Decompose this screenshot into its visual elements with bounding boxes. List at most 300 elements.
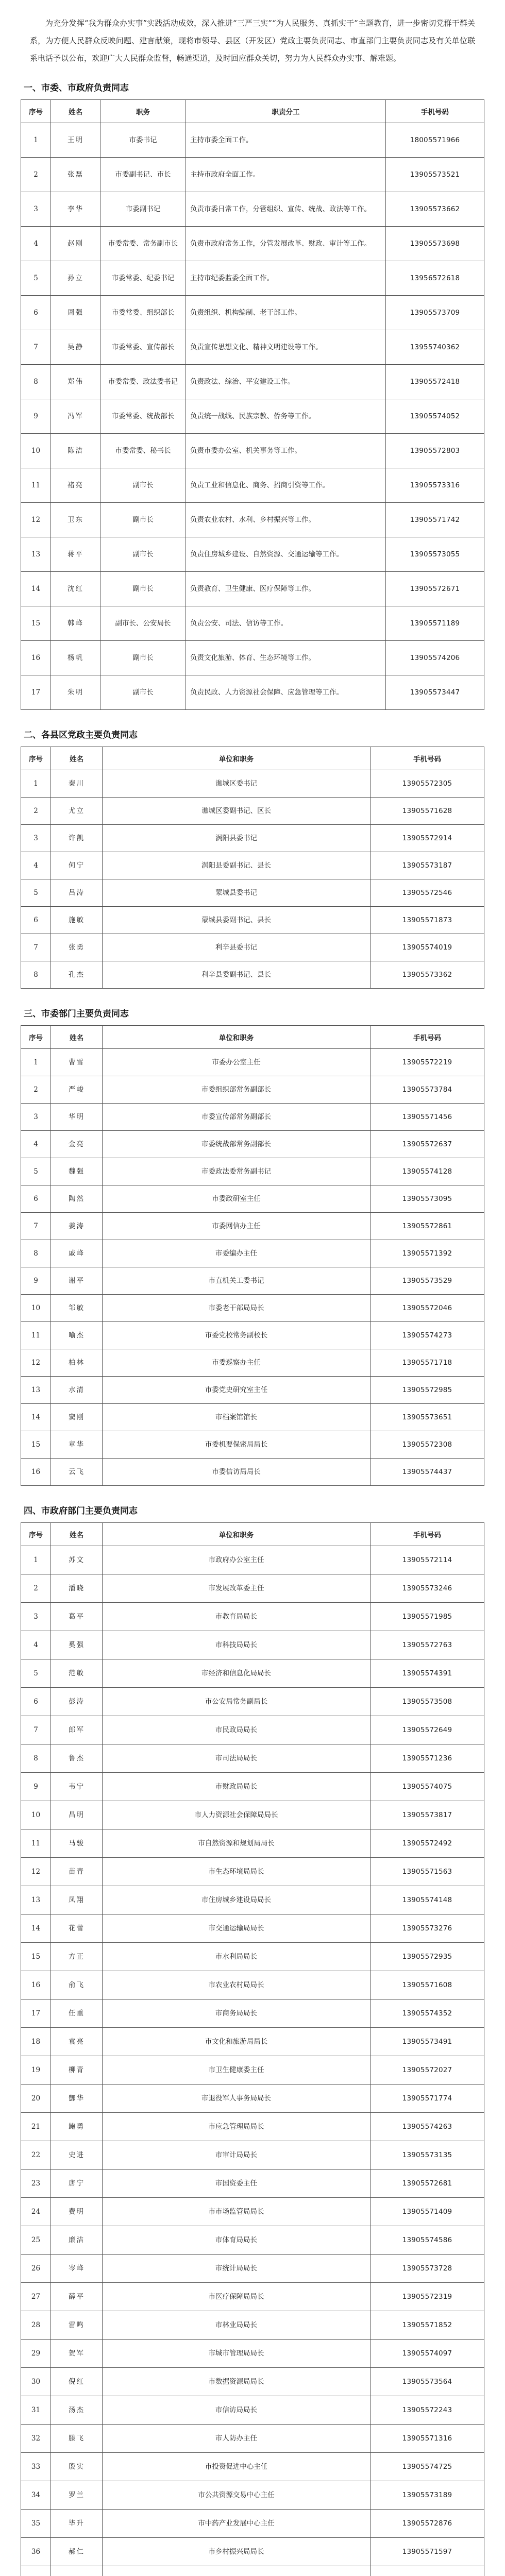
cell-name: 葛平 [51, 1603, 103, 1631]
table-row [21, 2113, 484, 2141]
gov-depts-table [21, 1522, 484, 2576]
cell-name: 朱明 [51, 675, 100, 710]
cell-unit: 市政府办公室主任 [103, 1546, 371, 1574]
table-row [21, 227, 484, 261]
cell-seq: 3 [21, 192, 51, 227]
cell-name: 汤杰 [51, 2396, 103, 2425]
cell-seq: 9 [21, 1773, 51, 1801]
cell-phone: 13905571742 [386, 503, 484, 537]
cell-phone: 13905574352 [371, 1999, 484, 2028]
cell-seq: 14 [21, 572, 51, 606]
cell-phone: 13905572803 [386, 434, 484, 468]
cell-phone: 13905573491 [371, 2028, 484, 2056]
cell-phone: 13905574052 [386, 399, 484, 434]
cell-seq: 19 [21, 2056, 51, 2084]
table-row [21, 1603, 484, 1631]
cell-phone: 13905572681 [371, 2170, 484, 2198]
cell-unit: 市委信访局局长 [103, 1459, 371, 1486]
table-row [21, 1914, 484, 1943]
cell-unit: 市卫生健康委主任 [103, 2056, 371, 2084]
cell-phone: 13905571392 [371, 1240, 484, 1267]
table-row [21, 1404, 484, 1431]
cell-unit: 蒙城县委副书记、县长 [103, 907, 371, 934]
cell-phone: 13905572114 [371, 1546, 484, 1574]
cell-phone: 13905573055 [386, 537, 484, 572]
cell-name: 昌明 [51, 1801, 103, 1829]
cell-seq: 35 [21, 2510, 51, 2538]
cell-seq: 13 [21, 537, 51, 572]
cell-phone: 13905573529 [371, 1267, 484, 1295]
cell-name: 沈红 [51, 572, 100, 606]
table-row [21, 1744, 484, 1773]
cell-phone: 13905571985 [371, 1603, 484, 1631]
cell-name: 唐宁 [51, 2170, 103, 2198]
cell-duty: 负责市委办公室、机关事务等工作。 [186, 434, 386, 468]
cell-seq: 11 [21, 468, 51, 503]
cell-seq: 3 [21, 1603, 51, 1631]
table-row [21, 330, 484, 365]
cell-unit: 谯城区委书记 [103, 770, 371, 798]
cell-unit: 市生态环境局局长 [103, 1858, 371, 1886]
cell-seq: 2 [21, 158, 51, 192]
cell-position: 副市长 [100, 468, 186, 503]
cell-seq: 1 [21, 1049, 51, 1076]
cell-duty: 负责工业和信息化、商务、招商引资等工作。 [186, 468, 386, 503]
cell-duty: 负责政法、综治、平安建设工作。 [186, 365, 386, 399]
cell-unit: 市人防办主任 [103, 2425, 371, 2453]
cell-phone: 13905572219 [371, 1049, 484, 1076]
cell-phone: 13905573662 [386, 192, 484, 227]
cell-unit: 市档案馆馆长 [103, 1404, 371, 1431]
table-row [21, 2226, 484, 2255]
table-row [21, 123, 484, 158]
cell-name: 吴静 [51, 330, 100, 365]
cell-seq: 6 [21, 1185, 51, 1213]
cell-phone: 13905573521 [386, 158, 484, 192]
party-depts-table [21, 1025, 484, 1486]
cell-seq: 15 [21, 1943, 51, 1971]
cell-name: 滕飞 [51, 2425, 103, 2453]
table-row [21, 1295, 484, 1322]
table-row [21, 261, 484, 296]
cell-phone: 13905573246 [371, 1574, 484, 1603]
cell-name: 郎军 [51, 1716, 103, 1744]
cell-phone: 13905571774 [371, 2084, 484, 2113]
table-row [21, 1886, 484, 1914]
cell-name: 酆华 [51, 2084, 103, 2113]
cell-phone: 13956572618 [386, 261, 484, 296]
cell-seq: 1 [21, 770, 51, 798]
cell-name: 水清 [51, 1377, 103, 1404]
cell-seq: 7 [21, 1213, 51, 1240]
table-header-row [21, 100, 484, 123]
cell-duty: 负责民政、人力资源社会保障、应急管理等工作。 [186, 675, 386, 710]
cell-unit: 市投资促进中心主任 [103, 2453, 371, 2481]
cell-position: 市委书记 [100, 123, 186, 158]
cell-phone: 13905571597 [371, 2538, 484, 2566]
cell-phone: 13905572546 [371, 879, 484, 907]
cell-duty: 负责统一战线、民族宗教、侨务等工作。 [186, 399, 386, 434]
cell-unit: 市国资委主任 [103, 2170, 371, 2198]
header-unit: 单位和职务 [103, 1026, 371, 1049]
cell-phone: 13905574437 [371, 1459, 484, 1486]
cell-unit: 市商务局局长 [103, 1999, 371, 2028]
cell-duty: 主持市政府全面工作。 [186, 158, 386, 192]
cell-seq: 20 [21, 2084, 51, 2113]
cell-phone: 13905573362 [371, 961, 484, 989]
table-row [21, 1773, 484, 1801]
cell-phone: 13905574097 [371, 2340, 484, 2368]
header-phone: 手机号码 [371, 747, 484, 770]
cell-phone: 13905572637 [371, 1131, 484, 1158]
cell-phone: 13905573187 [371, 852, 484, 879]
counties-table [21, 747, 484, 989]
cell-phone: 13905572763 [371, 1631, 484, 1659]
cell-phone: 13955740362 [386, 330, 484, 365]
table-row [21, 2084, 484, 2113]
cell-name: 华明 [51, 1104, 103, 1131]
cell-seq: 4 [21, 852, 51, 879]
cell-phone: 13905573189 [371, 2481, 484, 2510]
cell-phone: 13905574206 [386, 641, 484, 675]
table-row [21, 2141, 484, 2170]
cell-position: 市委副书记、市长 [100, 158, 186, 192]
cell-unit: 市委统战部常务副部长 [103, 1131, 371, 1158]
table-row [21, 2340, 484, 2368]
table-row [21, 1240, 484, 1267]
table-row [21, 1349, 484, 1377]
header-position: 职务 [100, 100, 186, 123]
cell-position: 市委副书记 [100, 192, 186, 227]
table-row [21, 2028, 484, 2056]
cell-seq: 9 [21, 1267, 51, 1295]
cell-name: 褚亮 [51, 468, 100, 503]
cell-duty: 负责教育、卫生健康、医疗保障等工作。 [186, 572, 386, 606]
cell-phone: 13905574391 [371, 1659, 484, 1688]
cell-unit: 市直机关工委书记 [103, 1267, 371, 1295]
cell-seq: 6 [21, 907, 51, 934]
cell-seq: 1 [21, 1546, 51, 1574]
cell-seq [21, 2566, 51, 2576]
cell-seq: 29 [21, 2340, 51, 2368]
cell-phone: 13905571236 [371, 1744, 484, 1773]
cell-unit: 市经济和信息化局局长 [103, 1659, 371, 1688]
cell-name: 廉洁 [51, 2226, 103, 2255]
cell-unit: 市退役军人事务局局长 [103, 2084, 371, 2113]
cell-phone: 13905572649 [371, 1716, 484, 1744]
table-row [21, 2396, 484, 2425]
table-row [21, 641, 484, 675]
cell-name: 俞飞 [51, 1971, 103, 1999]
cell-phone: 13905572027 [371, 2056, 484, 2084]
table-row [21, 2255, 484, 2283]
cell-phone: 13905573817 [371, 1801, 484, 1829]
cell-seq: 24 [21, 2198, 51, 2226]
cell-seq: 14 [21, 1404, 51, 1431]
cell-unit: 市委网信办主任 [103, 1213, 371, 1240]
cell-unit: 市民政局局长 [103, 1716, 371, 1744]
cell-unit: 市住房城乡建设局局长 [103, 1886, 371, 1914]
cell-seq: 17 [21, 1999, 51, 2028]
table-row [21, 2170, 484, 2198]
cell-unit: 涡阳县委副书记、县长 [103, 852, 371, 879]
cell-unit: 市委老干部局局长 [103, 1295, 371, 1322]
cell-name [51, 2566, 103, 2576]
cell-phone: 13905571628 [371, 798, 484, 825]
cell-seq: 5 [21, 1158, 51, 1185]
header-name: 姓名 [51, 747, 103, 770]
table-row [21, 1546, 484, 1574]
cell-seq: 2 [21, 1076, 51, 1104]
cell-name: 戚峰 [51, 1240, 103, 1267]
cell-phone: 13905572308 [371, 1431, 484, 1459]
cell-unit: 市应急管理局局长 [103, 2113, 371, 2141]
cell-name: 周强 [51, 296, 100, 330]
cell-phone: 13905571409 [371, 2198, 484, 2226]
cell-seq: 16 [21, 1971, 51, 1999]
cell-phone: 13905572985 [371, 1377, 484, 1404]
cell-duty: 负责农业农村、水利、乡村振兴等工作。 [186, 503, 386, 537]
table-row [21, 1076, 484, 1104]
cell-seq: 8 [21, 1240, 51, 1267]
cell-position: 市委常委、统战部长 [100, 399, 186, 434]
cell-seq: 34 [21, 2481, 51, 2510]
cell-phone: 13905574273 [371, 1322, 484, 1349]
table-row [21, 1158, 484, 1185]
cell-phone: 13905573276 [371, 1914, 484, 1943]
section-title-party-depts: 三、市委部门主要负责同志 [24, 1009, 129, 1019]
cell-phone: 13905572305 [371, 770, 484, 798]
cell-duty: 负责宣传思想文化、精神文明建设等工作。 [186, 330, 386, 365]
cell-name: 曹雪 [51, 1049, 103, 1076]
cell-name: 毕升 [51, 2510, 103, 2538]
cell-seq: 2 [21, 1574, 51, 1603]
cell-name: 范敏 [51, 1659, 103, 1688]
cell-seq: 16 [21, 1459, 51, 1486]
cell-unit: 市自然资源和规划局局长 [103, 1829, 371, 1858]
cell-unit: 利辛县委书记 [103, 934, 371, 961]
table-row [21, 2056, 484, 2084]
cell-name: 潘晓 [51, 1574, 103, 1603]
cell-name: 殷实 [51, 2453, 103, 2481]
cell-unit: 市水利局局长 [103, 1943, 371, 1971]
cell-seq: 12 [21, 1858, 51, 1886]
cell-seq: 23 [21, 2170, 51, 2198]
table-row [21, 2368, 484, 2396]
cell-phone: 13905572046 [371, 1295, 484, 1322]
cell-unit: 市数据资源局局长 [103, 2368, 371, 2396]
cell-name: 鲁杰 [51, 1744, 103, 1773]
cell-phone: 13905571608 [371, 1971, 484, 1999]
cell-phone: 13905574725 [371, 2453, 484, 2481]
cell-seq: 4 [21, 227, 51, 261]
cell-position: 副市长 [100, 537, 186, 572]
table-row [21, 1377, 484, 1404]
cell-seq: 33 [21, 2453, 51, 2481]
header-name: 姓名 [51, 1523, 103, 1546]
cell-seq: 8 [21, 961, 51, 989]
cell-phone: 18005571966 [386, 123, 484, 158]
cell-unit: 市公共资源交易中心主任 [103, 2481, 371, 2510]
cell-unit: 市司法局局长 [103, 1744, 371, 1773]
cell-seq: 15 [21, 1431, 51, 1459]
table-row [21, 852, 484, 879]
cell-phone: 13905572671 [386, 572, 484, 606]
cell-phone: 13905574586 [371, 2226, 484, 2255]
cell-unit: 市信访局局长 [103, 2396, 371, 2425]
table-row [21, 296, 484, 330]
table-row [21, 503, 484, 537]
cell-seq: 3 [21, 825, 51, 852]
cell-name: 鲍勇 [51, 2113, 103, 2141]
cell-name: 贺军 [51, 2340, 103, 2368]
cell-name: 费明 [51, 2198, 103, 2226]
cell-phone: 13905573316 [386, 468, 484, 503]
cell-unit: 市委编办主任 [103, 1240, 371, 1267]
cell-name: 尤立 [51, 798, 103, 825]
cell-unit: 蒙城县委书记 [103, 879, 371, 907]
cell-unit: 市委组织部常务副部长 [103, 1076, 371, 1104]
cell-duty: 负责市委日常工作，分管组织、宣传、统战、政法等工作。 [186, 192, 386, 227]
cell-name: 任重 [51, 1999, 103, 2028]
cell-unit: 谯城区委副书记、区长 [103, 798, 371, 825]
cell-phone [371, 2566, 484, 2576]
cell-phone: 13905574019 [371, 934, 484, 961]
cell-phone: 13905572876 [371, 2510, 484, 2538]
cell-position: 市委常委、政法委书记 [100, 365, 186, 399]
cell-name: 苏文 [51, 1546, 103, 1574]
cell-name: 喻杰 [51, 1322, 103, 1349]
table-row [21, 572, 484, 606]
cell-seq: 11 [21, 1322, 51, 1349]
cell-unit: 市财政局局长 [103, 1773, 371, 1801]
cell-seq: 12 [21, 503, 51, 537]
cell-name: 邹敏 [51, 1295, 103, 1322]
header-phone: 手机号码 [371, 1026, 484, 1049]
table-row [21, 399, 484, 434]
cell-phone: 13905573709 [386, 296, 484, 330]
cell-name: 陈洁 [51, 434, 100, 468]
cell-phone: 13905571873 [371, 907, 484, 934]
cell-phone: 13905573651 [371, 1404, 484, 1431]
cell-position: 市委常委、组织部长 [100, 296, 186, 330]
cell-seq: 28 [21, 2311, 51, 2340]
cell-name: 袁亮 [51, 2028, 103, 2056]
cell-phone: 13905571456 [371, 1104, 484, 1131]
cell-phone: 13905574128 [371, 1158, 484, 1185]
cell-seq: 4 [21, 1131, 51, 1158]
cell-unit: 市城市管理局局长 [103, 2340, 371, 2368]
cell-phone: 13905572319 [371, 2283, 484, 2311]
cell-seq: 16 [21, 641, 51, 675]
cell-seq: 4 [21, 1631, 51, 1659]
table-row [21, 158, 484, 192]
cell-name: 卫东 [51, 503, 100, 537]
cell-seq: 7 [21, 934, 51, 961]
cell-name: 许凯 [51, 825, 103, 852]
cell-name: 赵刚 [51, 227, 100, 261]
header-seq: 序号 [21, 1026, 51, 1049]
cell-name: 蒋平 [51, 537, 100, 572]
table-row [21, 1267, 484, 1295]
cell-unit: 市发展改革委主任 [103, 1574, 371, 1603]
cell-phone: 13905571189 [386, 606, 484, 641]
cell-name: 章华 [51, 1431, 103, 1459]
cell-name: 何宁 [51, 852, 103, 879]
cell-name: 韦宁 [51, 1773, 103, 1801]
cell-seq: 12 [21, 1349, 51, 1377]
cell-unit: 市委政法委常务副书记 [103, 1158, 371, 1185]
table-row [21, 907, 484, 934]
cell-phone: 13905572492 [371, 1829, 484, 1858]
cell-name: 凤翔 [51, 1886, 103, 1914]
cell-position: 副市长 [100, 503, 186, 537]
table-row [21, 2510, 484, 2538]
cell-unit: 市市场监管局局长 [103, 2198, 371, 2226]
cell-name: 薛平 [51, 2283, 103, 2311]
intro-paragraph: 为充分发挥“我为群众办实事”实践活动成效，深入推进“三严三实”“为人民服务、真抓实干”主题教育，进一步密切党群干群关系，为方便人民群众反映问题、建言献策，现将市领导、县区（开发区）党政主要负责同志、市直部门主要负责同志及有关单位联系电话予以公布，欢迎广大人民群众监督，畅通渠道，及时回应群众关切，努力为人民群众办实事、解难题。 [30, 19, 475, 63]
table-row [21, 2481, 484, 2510]
cell-name: 秦川 [51, 770, 103, 798]
table-row [21, 1322, 484, 1349]
cell-seq: 26 [21, 2255, 51, 2283]
cell-seq: 31 [21, 2396, 51, 2425]
table-row [21, 2283, 484, 2311]
cell-seq: 2 [21, 798, 51, 825]
cell-seq: 14 [21, 1914, 51, 1943]
cell-unit: 市委党校常务副校长 [103, 1322, 371, 1349]
cell-seq: 25 [21, 2226, 51, 2255]
cell-unit: 市中药产业发展中心主任 [103, 2510, 371, 2538]
cell-phone: 13905574075 [371, 1773, 484, 1801]
cell-name: 花蕾 [51, 1914, 103, 1943]
table-row [21, 1943, 484, 1971]
cell-phone: 13905571563 [371, 1858, 484, 1886]
cell-name: 倪红 [51, 2368, 103, 2396]
cell-name: 史进 [51, 2141, 103, 2170]
header-seq: 序号 [21, 100, 51, 123]
table-row [21, 1801, 484, 1829]
table-row [21, 1431, 484, 1459]
cell-name: 彭涛 [51, 1688, 103, 1716]
table-row [21, 961, 484, 989]
cell-phone: 13905574148 [371, 1886, 484, 1914]
cell-seq: 32 [21, 2425, 51, 2453]
table-row [21, 2425, 484, 2453]
table-row [21, 1659, 484, 1688]
cell-unit: 市统计局局长 [103, 2255, 371, 2283]
cell-name: 马骏 [51, 1829, 103, 1858]
cell-phone: 13905573447 [386, 675, 484, 710]
cell-position: 副市长、公安局长 [100, 606, 186, 641]
cell-name: 魏强 [51, 1158, 103, 1185]
cell-name: 吕涛 [51, 879, 103, 907]
cell-phone: 13905573784 [371, 1076, 484, 1104]
table-row [21, 1185, 484, 1213]
cell-name: 孙立 [51, 261, 100, 296]
cell-name: 谢平 [51, 1267, 103, 1295]
table-row [21, 1858, 484, 1886]
cell-seq: 5 [21, 261, 51, 296]
cell-seq: 13 [21, 1377, 51, 1404]
cell-phone: 13905573135 [371, 2141, 484, 2170]
table-row [21, 879, 484, 907]
header-unit: 单位和职务 [103, 1523, 371, 1546]
cell-position: 副市长 [100, 572, 186, 606]
cell-unit: 市文化和旅游局局长 [103, 2028, 371, 2056]
cell-unit [103, 2566, 371, 2576]
table-row [21, 1213, 484, 1240]
